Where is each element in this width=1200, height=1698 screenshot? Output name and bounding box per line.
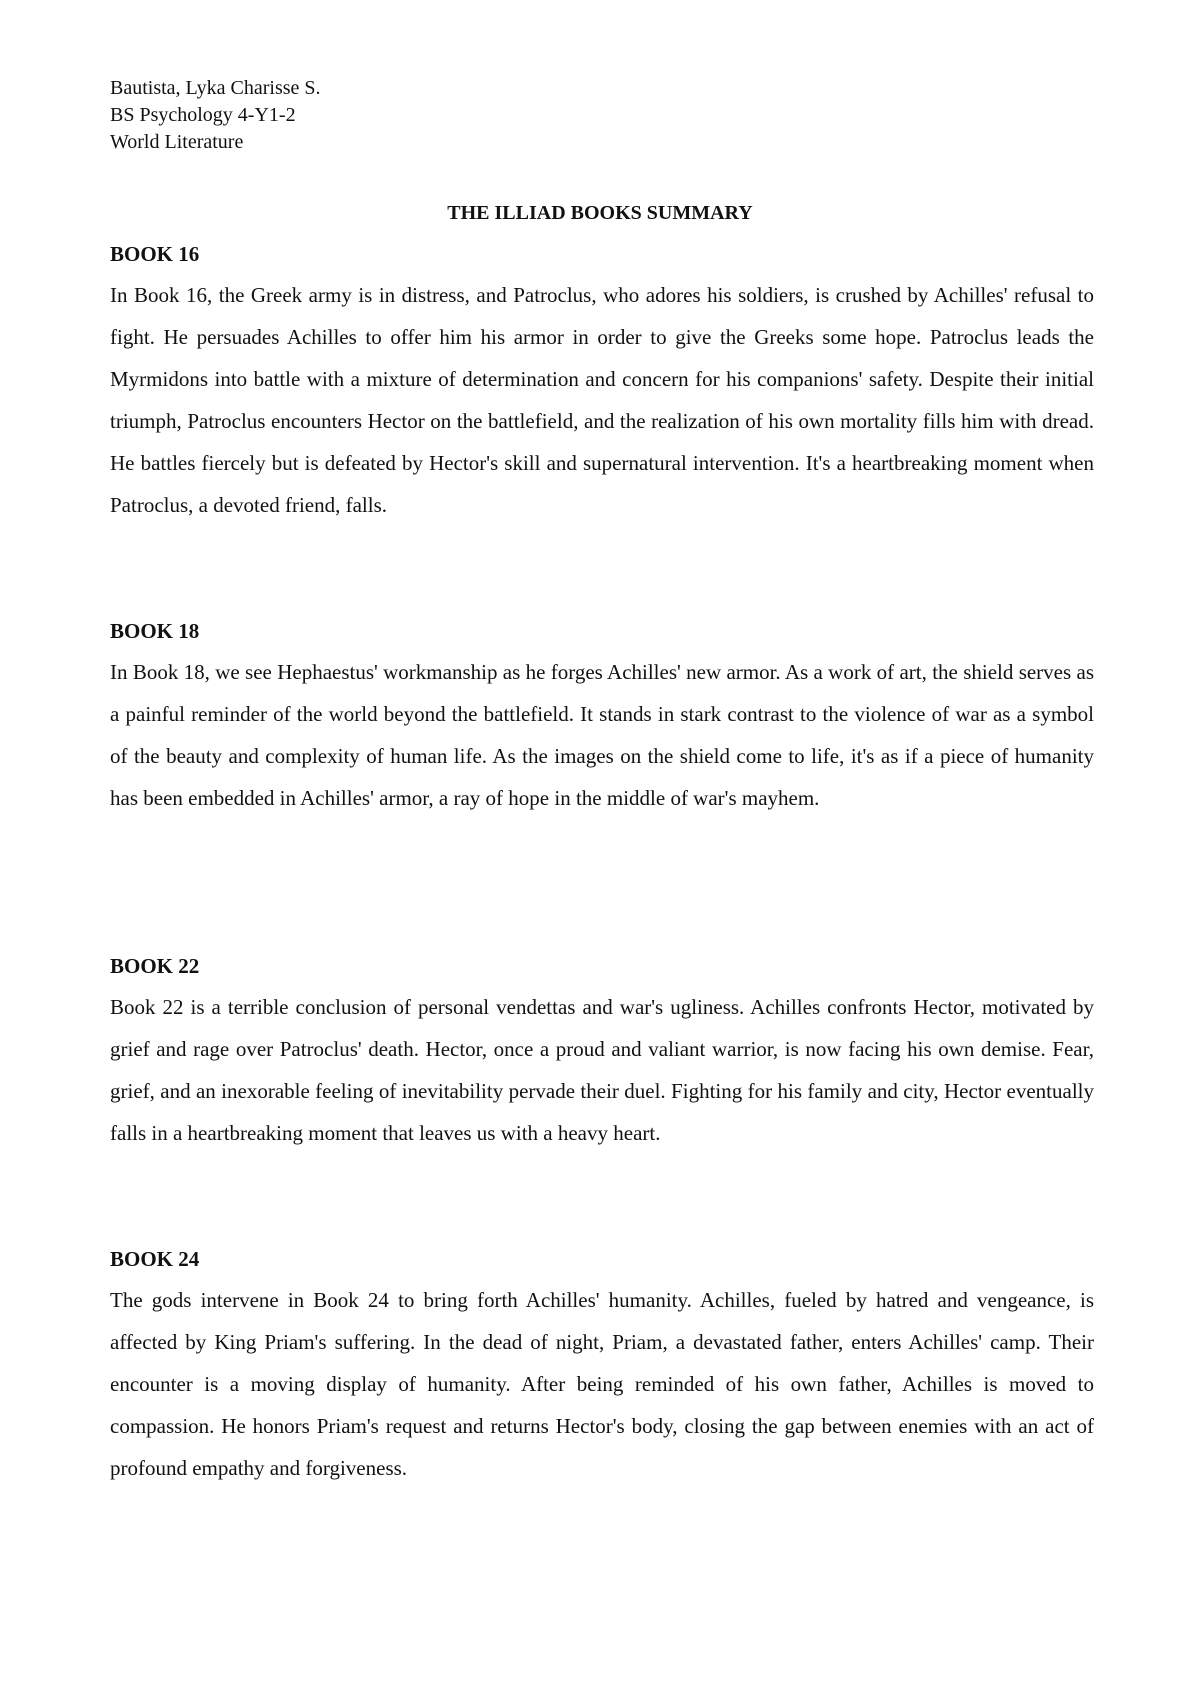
author-program: BS Psychology 4-Y1-2	[110, 104, 296, 126]
section-body-book-24: The gods intervene in Book 24 to bring forth Achilles' humanity. Achilles, fueled by hatred and vengeance, is affected by King Priam's suffering. In the dead of night, Priam, a devastated father, enters Achilles' camp. Their encounter is a moving display of humanity. After being reminded of his own father, Achilles is moved to compassion. He honors Priam's request and returns Hector's body, closing the gap between enemies with an act of profound empathy and forgiveness.	[110, 1288, 1094, 1480]
course-name: World Literature	[110, 131, 244, 153]
section-body-book-18: In Book 18, we see Hephaestus' workmanship as he forges Achilles' new armor. As a work of art, the shield serves as a painful reminder of the world beyond the battlefield. It stands in stark contrast to the violence of war as a symbol of the beauty and complexity of human life. As the images on the shield come to life, it's as if a piece of humanity has been embedded in Achilles' armor, a ray of hope in the middle of war's mayhem.	[110, 660, 1094, 810]
author-name: Bautista, Lyka Charisse S.	[110, 77, 321, 99]
section-heading-book-22: BOOK 22	[110, 954, 200, 978]
section-body-book-16: In Book 16, the Greek army is in distress, and Patroclus, who adores his soldiers, is crushed by Achilles' refusal to fight. He persuades Achilles to offer him his armor in order to give the Greeks some hope. Patroclus leads the Myrmidons into battle with a mixture of determination and concern for his companions' safety. Despite their initial triumph, Patroclus encounters Hector on the battlefield, and the realization of his own mortality fills him with dread. He battles fiercely but is defeated by Hector's skill and supernatural intervention. It's a heartbreaking moment when Patroclus, a devoted friend, falls.	[110, 283, 1094, 517]
section-heading-book-16: BOOK 16	[110, 242, 200, 266]
author-header	[110, 75, 321, 156]
section-body-book-22: Book 22 is a terrible conclusion of personal vendettas and war's ugliness. Achilles confronts Hector, motivated by grief and rage over Patroclus' death. Hector, once a proud and valiant warrior, is now facing his own demise. Fear, grief, and an inexorable feeling of inevitability pervade their duel. Fighting for his family and city, Hector eventually falls in a heartbreaking moment that leaves us with a heavy heart.	[110, 995, 1094, 1145]
document-title: THE ILLIAD BOOKS SUMMARY	[447, 202, 753, 224]
section-heading-book-24: BOOK 24	[110, 1247, 200, 1271]
section-heading-book-18: BOOK 18	[110, 619, 200, 643]
